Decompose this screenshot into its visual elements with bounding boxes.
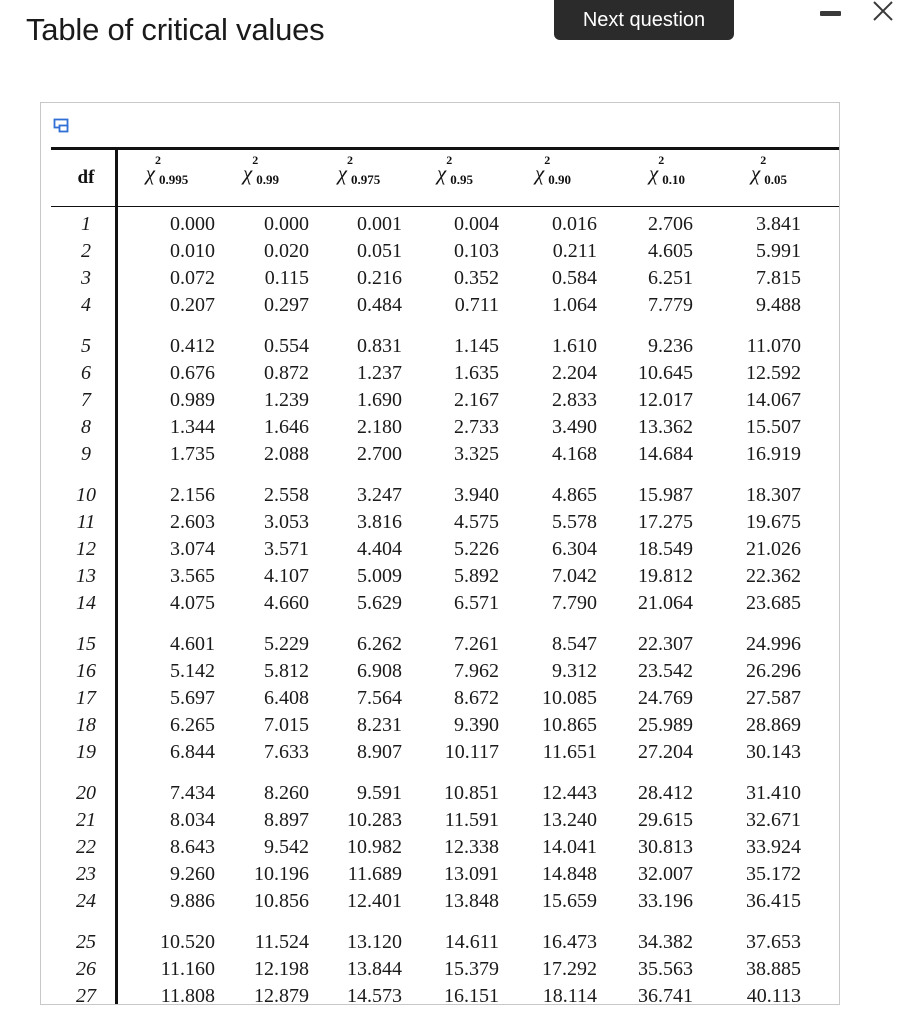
value-cell: 13.844 xyxy=(347,958,402,980)
value-cell: 23.685 xyxy=(746,592,801,614)
value-cell: 7.633 xyxy=(264,741,309,763)
df-cell: 15 xyxy=(76,633,96,655)
value-cell: 17.275 xyxy=(638,511,693,533)
value-cell: 10.283 xyxy=(347,809,402,831)
value-cell: 1.610 xyxy=(552,335,597,357)
value-cell: 14.848 xyxy=(542,863,597,885)
value-cell: 16.919 xyxy=(746,443,801,465)
value-cell: 7.042 xyxy=(552,565,597,587)
df-cell: 6 xyxy=(81,362,91,384)
table-row xyxy=(41,238,839,265)
table-row xyxy=(41,888,839,915)
value-cell: 0.676 xyxy=(170,362,215,384)
value-cell: 31.410 xyxy=(746,782,801,804)
value-cell: 2.156 xyxy=(170,484,215,506)
df-cell: 22 xyxy=(76,836,96,858)
value-cell: 2.558 xyxy=(264,484,309,506)
value-cell: 5.892 xyxy=(454,565,499,587)
df-cell: 23 xyxy=(76,863,96,885)
value-cell: 1.237 xyxy=(357,362,402,384)
value-cell: 4.605 xyxy=(648,240,693,262)
df-cell: 18 xyxy=(76,714,96,736)
value-cell: 2.167 xyxy=(454,389,499,411)
value-cell: 15.987 xyxy=(638,484,693,506)
df-cell: 11 xyxy=(76,511,96,533)
value-cell: 29.615 xyxy=(638,809,693,831)
value-cell: 6.844 xyxy=(170,741,215,763)
value-cell: 0.000 xyxy=(170,213,215,235)
value-cell: 3.841 xyxy=(756,213,801,235)
value-cell: 21.026 xyxy=(746,538,801,560)
value-cell: 0.000 xyxy=(264,213,309,235)
value-cell: 4.107 xyxy=(264,565,309,587)
value-cell: 2.603 xyxy=(170,511,215,533)
table-row xyxy=(41,834,839,861)
value-cell: 7.962 xyxy=(454,660,499,682)
value-cell: 33.196 xyxy=(638,890,693,912)
column-header-1: χ 2 $_{0.995}$ xyxy=(145,153,189,187)
value-cell: 7.815 xyxy=(756,267,801,289)
value-cell: 0.352 xyxy=(454,267,499,289)
value-cell: 6.262 xyxy=(357,633,402,655)
value-cell: 11.070 xyxy=(746,335,801,357)
df-cell: 21 xyxy=(76,809,96,831)
value-cell: 0.010 xyxy=(170,240,215,262)
close-icon[interactable] xyxy=(868,0,898,24)
value-cell: 3.940 xyxy=(454,484,499,506)
value-cell: 0.554 xyxy=(264,335,309,357)
value-cell: 8.547 xyxy=(552,633,597,655)
value-cell: 10.645 xyxy=(638,362,693,384)
value-cell: 0.211 xyxy=(552,240,597,262)
value-cell: 18.114 xyxy=(542,985,597,1005)
value-cell: 9.236 xyxy=(648,335,693,357)
column-header-5: χ 2 $_{0.90}$ xyxy=(535,153,571,187)
df-cell: 17 xyxy=(76,687,96,709)
value-cell: 0.412 xyxy=(170,335,215,357)
value-cell: 1.145 xyxy=(454,335,499,357)
value-cell: 36.741 xyxy=(638,985,693,1005)
table-row xyxy=(41,265,839,292)
value-cell: 11.160 xyxy=(160,958,215,980)
table-row xyxy=(41,807,839,834)
value-cell: 5.009 xyxy=(357,565,402,587)
table-row xyxy=(41,482,839,509)
value-cell: 33.924 xyxy=(746,836,801,858)
value-cell: 35.172 xyxy=(746,863,801,885)
df-cell: 5 xyxy=(81,335,91,357)
df-cell: 2 xyxy=(81,240,91,262)
value-cell: 1.735 xyxy=(170,443,215,465)
value-cell: 9.591 xyxy=(357,782,402,804)
value-cell: 16.473 xyxy=(542,931,597,953)
value-cell: 6.304 xyxy=(552,538,597,560)
value-cell: 27.587 xyxy=(746,687,801,709)
value-cell: 5.142 xyxy=(170,660,215,682)
df-cell: 25 xyxy=(76,931,96,953)
value-cell: 10.085 xyxy=(542,687,597,709)
value-cell: 11.591 xyxy=(444,809,499,831)
column-header-6: χ 2 $_{0.10}$ xyxy=(649,153,685,187)
value-cell: 0.831 xyxy=(357,335,402,357)
value-cell: 3.565 xyxy=(170,565,215,587)
value-cell: 5.229 xyxy=(264,633,309,655)
value-cell: 5.226 xyxy=(454,538,499,560)
value-cell: 17.292 xyxy=(542,958,597,980)
df-cell: 14 xyxy=(76,592,96,614)
value-cell: 0.989 xyxy=(170,389,215,411)
value-cell: 10.856 xyxy=(254,890,309,912)
value-cell: 15.659 xyxy=(542,890,597,912)
value-cell: 10.865 xyxy=(542,714,597,736)
value-cell: 14.067 xyxy=(746,389,801,411)
column-header-3: χ 2 $_{0.975}$ xyxy=(337,153,381,187)
value-cell: 1.635 xyxy=(454,362,499,384)
value-cell: 8.643 xyxy=(170,836,215,858)
value-cell: 10.851 xyxy=(444,782,499,804)
df-cell: 20 xyxy=(76,782,96,804)
table-row xyxy=(41,631,839,658)
value-cell: 7.564 xyxy=(357,687,402,709)
df-cell: 4 xyxy=(81,294,91,316)
value-cell: 8.907 xyxy=(357,741,402,763)
value-cell: 7.434 xyxy=(170,782,215,804)
value-cell: 22.362 xyxy=(746,565,801,587)
value-cell: 0.584 xyxy=(552,267,597,289)
next-question-button[interactable]: Next question xyxy=(554,0,734,40)
value-cell: 3.325 xyxy=(454,443,499,465)
table-row xyxy=(41,983,839,1005)
value-cell: 5.991 xyxy=(756,240,801,262)
value-cell: 4.404 xyxy=(357,538,402,560)
value-cell: 38.885 xyxy=(746,958,801,980)
value-cell: 3.816 xyxy=(357,511,402,533)
value-cell: 2.700 xyxy=(357,443,402,465)
value-cell: 37.653 xyxy=(746,931,801,953)
value-cell: 2.204 xyxy=(552,362,597,384)
value-cell: 10.520 xyxy=(160,931,215,953)
minimize-icon[interactable] xyxy=(818,4,844,22)
value-cell: 30.143 xyxy=(746,741,801,763)
value-cell: 28.412 xyxy=(638,782,693,804)
value-cell: 6.408 xyxy=(264,687,309,709)
df-cell: 7 xyxy=(81,389,91,411)
value-cell: 15.507 xyxy=(746,416,801,438)
df-column-header: df xyxy=(77,167,95,188)
df-cell: 26 xyxy=(76,958,96,980)
value-cell: 9.886 xyxy=(170,890,215,912)
value-cell: 6.251 xyxy=(648,267,693,289)
critical-values-table-panel[interactable] xyxy=(40,102,840,1005)
value-cell: 2.733 xyxy=(454,416,499,438)
value-cell: 34.382 xyxy=(638,931,693,953)
value-cell: 6.571 xyxy=(454,592,499,614)
df-cell: 9 xyxy=(81,443,91,465)
value-cell: 0.207 xyxy=(170,294,215,316)
value-cell: 7.015 xyxy=(264,714,309,736)
value-cell: 25.989 xyxy=(638,714,693,736)
table-row xyxy=(41,360,839,387)
value-cell: 9.390 xyxy=(454,714,499,736)
value-cell: 1.064 xyxy=(552,294,597,316)
value-cell: 2.088 xyxy=(264,443,309,465)
value-cell: 1.239 xyxy=(264,389,309,411)
value-cell: 2.833 xyxy=(552,389,597,411)
value-cell: 4.075 xyxy=(170,592,215,614)
value-cell: 0.297 xyxy=(264,294,309,316)
value-cell: 4.601 xyxy=(170,633,215,655)
value-cell: 10.982 xyxy=(347,836,402,858)
value-cell: 11.524 xyxy=(254,931,309,953)
value-cell: 18.307 xyxy=(746,484,801,506)
value-cell: 14.573 xyxy=(347,985,402,1005)
value-cell: 32.671 xyxy=(746,809,801,831)
column-header-7: χ 2 $_{0.05}$ xyxy=(751,153,787,187)
value-cell: 13.240 xyxy=(542,809,597,831)
df-cell: 13 xyxy=(76,565,96,587)
table-row xyxy=(41,685,839,712)
value-cell: 22.307 xyxy=(638,633,693,655)
value-cell: 10.117 xyxy=(444,741,499,763)
df-cell: 24 xyxy=(76,890,96,912)
value-cell: 7.779 xyxy=(648,294,693,316)
value-cell: 24.769 xyxy=(638,687,693,709)
table-row xyxy=(41,861,839,888)
value-cell: 4.660 xyxy=(264,592,309,614)
value-cell: 0.484 xyxy=(357,294,402,316)
value-cell: 9.488 xyxy=(756,294,801,316)
value-cell: 0.001 xyxy=(357,213,402,235)
copy-icon[interactable] xyxy=(53,117,73,135)
value-cell: 3.247 xyxy=(357,484,402,506)
df-cell: 12 xyxy=(76,538,96,560)
value-cell: 13.120 xyxy=(347,931,402,953)
df-cell: 16 xyxy=(76,660,96,682)
df-cell: 8 xyxy=(81,416,91,438)
table-row xyxy=(41,414,839,441)
table-row xyxy=(41,712,839,739)
table-row xyxy=(41,333,839,360)
value-cell: 5.629 xyxy=(357,592,402,614)
page-title: Table of critical values xyxy=(26,12,325,47)
value-cell: 9.260 xyxy=(170,863,215,885)
value-cell: 0.004 xyxy=(454,213,499,235)
table-row xyxy=(41,780,839,807)
df-cell: 10 xyxy=(76,484,96,506)
value-cell: 36.415 xyxy=(746,890,801,912)
value-cell: 3.490 xyxy=(552,416,597,438)
value-cell: 30.813 xyxy=(638,836,693,858)
value-cell: 1.646 xyxy=(264,416,309,438)
value-cell: 26.296 xyxy=(746,660,801,682)
value-cell: 14.611 xyxy=(444,931,499,953)
value-cell: 8.897 xyxy=(264,809,309,831)
value-cell: 5.578 xyxy=(552,511,597,533)
value-cell: 7.790 xyxy=(552,592,597,614)
table-row xyxy=(41,658,839,685)
value-cell: 8.672 xyxy=(454,687,499,709)
value-cell: 0.051 xyxy=(357,240,402,262)
value-cell: 3.571 xyxy=(264,538,309,560)
value-cell: 14.684 xyxy=(638,443,693,465)
column-header-2: χ 2 $_{0.99}$ xyxy=(243,153,279,187)
value-cell: 0.115 xyxy=(264,267,309,289)
value-cell: 1.690 xyxy=(357,389,402,411)
df-cell: 19 xyxy=(76,741,96,763)
value-cell: 13.848 xyxy=(444,890,499,912)
value-cell: 12.879 xyxy=(254,985,309,1005)
table-row xyxy=(41,929,839,956)
value-cell: 16.151 xyxy=(444,985,499,1005)
value-cell: 12.443 xyxy=(542,782,597,804)
df-cell: 1 xyxy=(81,213,91,235)
table-row xyxy=(41,590,839,617)
value-cell: 35.563 xyxy=(638,958,693,980)
table-top-rule xyxy=(51,147,839,150)
df-cell: 3 xyxy=(81,267,91,289)
value-cell: 3.074 xyxy=(170,538,215,560)
value-cell: 12.338 xyxy=(444,836,499,858)
value-cell: 5.697 xyxy=(170,687,215,709)
value-cell: 0.016 xyxy=(552,213,597,235)
value-cell: 13.362 xyxy=(638,416,693,438)
value-cell: 4.865 xyxy=(552,484,597,506)
value-cell: 8.034 xyxy=(170,809,215,831)
value-cell: 0.872 xyxy=(264,362,309,384)
value-cell: 28.869 xyxy=(746,714,801,736)
value-cell: 0.216 xyxy=(357,267,402,289)
value-cell: 14.041 xyxy=(542,836,597,858)
value-cell: 5.812 xyxy=(264,660,309,682)
value-cell: 40.113 xyxy=(746,985,801,1005)
value-cell: 19.675 xyxy=(746,511,801,533)
value-cell: 12.198 xyxy=(254,958,309,980)
value-cell: 19.812 xyxy=(638,565,693,587)
value-cell: 18.549 xyxy=(638,538,693,560)
value-cell: 7.261 xyxy=(454,633,499,655)
table-row xyxy=(41,211,839,238)
value-cell: 3.053 xyxy=(264,511,309,533)
table-row xyxy=(41,387,839,414)
value-cell: 0.711 xyxy=(454,294,499,316)
value-cell: 24.996 xyxy=(746,633,801,655)
value-cell: 23.542 xyxy=(638,660,693,682)
value-cell: 12.592 xyxy=(746,362,801,384)
value-cell: 11.808 xyxy=(160,985,215,1005)
table-row xyxy=(41,956,839,983)
value-cell: 4.168 xyxy=(552,443,597,465)
value-cell: 8.231 xyxy=(357,714,402,736)
table-row xyxy=(41,441,839,468)
value-cell: 15.379 xyxy=(444,958,499,980)
value-cell: 0.020 xyxy=(264,240,309,262)
value-cell: 11.651 xyxy=(542,741,597,763)
table-row xyxy=(41,536,839,563)
value-cell: 12.017 xyxy=(638,389,693,411)
table-header-rule xyxy=(51,206,839,207)
table-row xyxy=(41,563,839,590)
value-cell: 32.007 xyxy=(638,863,693,885)
value-cell: 8.260 xyxy=(264,782,309,804)
value-cell: 0.103 xyxy=(454,240,499,262)
df-cell: 27 xyxy=(76,985,96,1005)
value-cell: 11.689 xyxy=(347,863,402,885)
value-cell: 6.908 xyxy=(357,660,402,682)
value-cell: 12.401 xyxy=(347,890,402,912)
value-cell: 2.180 xyxy=(357,416,402,438)
table-row xyxy=(41,509,839,536)
value-cell: 9.542 xyxy=(264,836,309,858)
value-cell: 1.344 xyxy=(170,416,215,438)
value-cell: 13.091 xyxy=(444,863,499,885)
value-cell: 9.312 xyxy=(552,660,597,682)
value-cell: 21.064 xyxy=(638,592,693,614)
table-row xyxy=(41,739,839,766)
value-cell: 6.265 xyxy=(170,714,215,736)
value-cell: 4.575 xyxy=(454,511,499,533)
column-header-4: χ 2 $_{0.95}$ xyxy=(437,153,473,187)
value-cell: 10.196 xyxy=(254,863,309,885)
table-row xyxy=(41,292,839,319)
value-cell: 0.072 xyxy=(170,267,215,289)
value-cell: 2.706 xyxy=(648,213,693,235)
value-cell: 27.204 xyxy=(638,741,693,763)
